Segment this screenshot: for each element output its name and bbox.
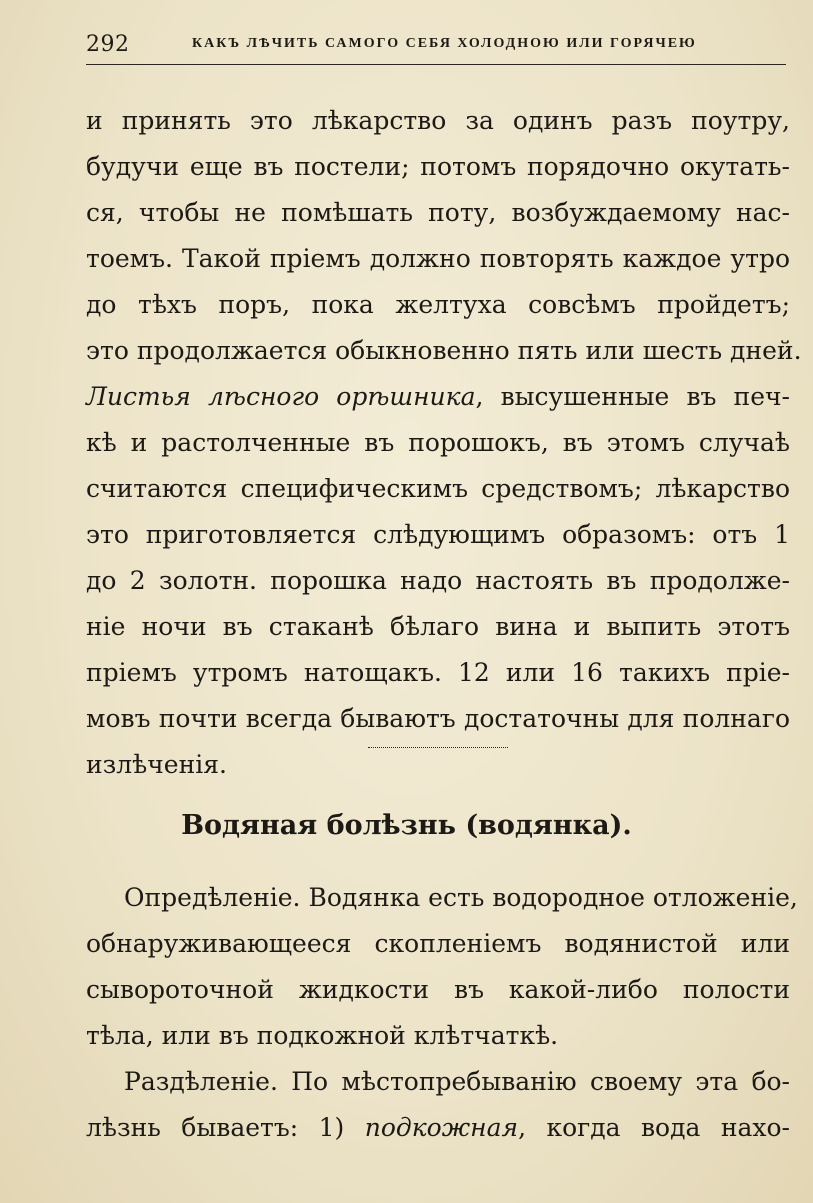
text-line: будучи еще въ постели; потомъ порядочно окутать- <box>86 152 790 181</box>
text-line: ніе ночи въ стаканѣ бѣлаго вина и выпить этотъ <box>86 612 790 641</box>
section-divider <box>0 739 813 759</box>
italic-term: подкожная <box>364 1113 519 1142</box>
text-line: Опредѣленіе. Водянка есть водородное отложеніе, <box>124 883 798 912</box>
running-head: КАКЪ ЛѢЧИТЬ САМОГО СЕБЯ ХОЛОДНОЮ ИЛИ ГОРЯЧЕЮ <box>192 36 697 51</box>
text-line: обнаруживающееся скопленіемъ водянистой или <box>86 929 790 958</box>
text-line: мовъ почти всегда бываютъ достаточны для полнаго <box>86 704 790 733</box>
text-line: кѣ и растолченные въ порошокъ, въ этомъ случаѣ <box>86 428 790 457</box>
text-line: излѣченія. <box>86 750 227 779</box>
text-line: до 2 золотн. порошка надо настоять въ продолже- <box>86 566 790 595</box>
divider-rule <box>368 747 508 748</box>
text-line: это продолжается обыкновенно пять или шесть дней. <box>86 336 802 365</box>
text-line: сывороточной жидкости въ какой-либо полости <box>86 975 790 1004</box>
text-line: Раздѣленіе. По мѣстопребыванію своему эта бо- <box>124 1067 790 1096</box>
text-line: тѣла, или въ подкожной клѣтчаткѣ. <box>86 1021 559 1050</box>
page-header <box>86 24 786 68</box>
text-line: и принять это лѣкарство за одинъ разъ поутру, <box>86 106 790 135</box>
text-line: считаются специфическимъ средствомъ; лѣкарство <box>86 474 790 503</box>
paragraph-dropsy <box>86 875 798 1151</box>
text-segment: , когда вода нахо- <box>518 1113 790 1142</box>
text-segment: , высушенные въ печ- <box>475 382 790 411</box>
section-title: Водяная болѣзнь (водянка). <box>181 810 632 841</box>
page-number: 292 <box>86 32 130 57</box>
italic-phrase: Листья лѣсного орѣшника <box>86 382 476 411</box>
text-line: пріемъ утромъ натощакъ. 12 или 16 такихъ пріе- <box>86 658 790 687</box>
text-line <box>86 374 790 420</box>
text-line: ся, чтобы не помѣшать поту, возбуждаемому нас- <box>86 198 790 227</box>
header-rule <box>86 64 786 65</box>
text-line <box>86 1105 790 1151</box>
paragraph-jaundice-treatment <box>86 98 802 788</box>
text-line: это приготовляется слѣдующимъ образомъ: отъ 1 <box>86 520 790 549</box>
text-line: до тѣхъ поръ, пока желтуха совсѣмъ пройдетъ; <box>86 290 790 319</box>
text-line: тоемъ. Такой пріемъ должно повторять каждое утро <box>86 244 790 273</box>
text-segment: лѣзнь бываетъ: 1) <box>86 1113 365 1142</box>
